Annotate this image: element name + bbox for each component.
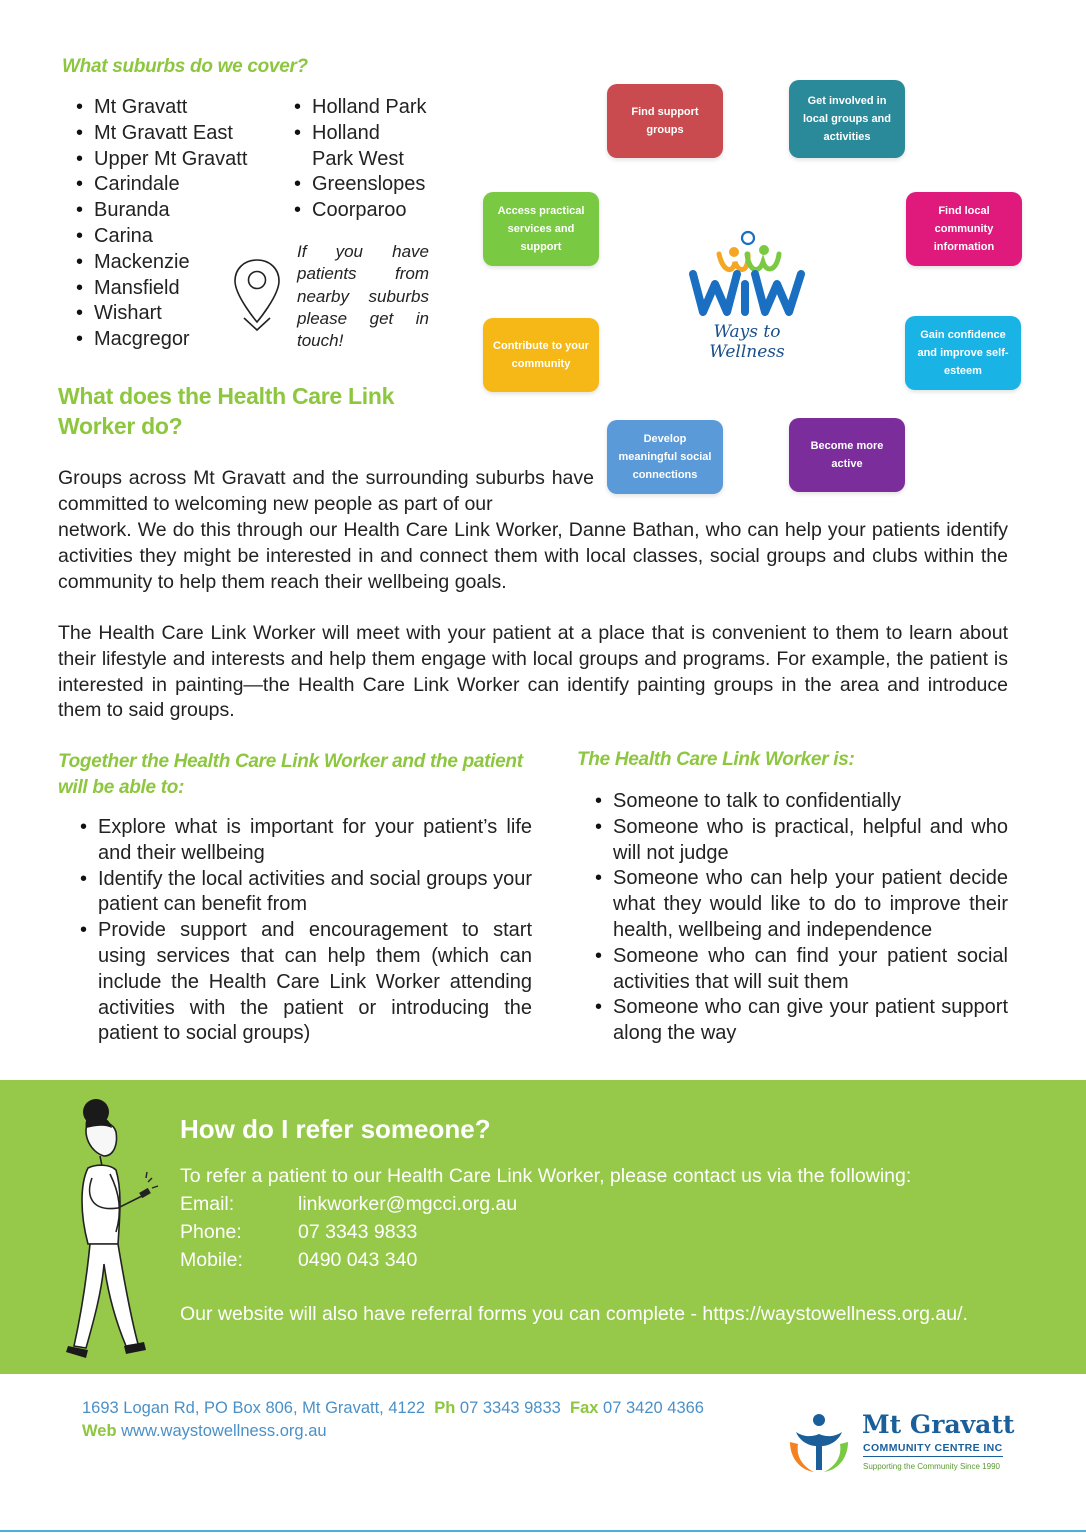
role-paragraph-1: network. We do this through our Health Care Link Worker, Danne Bathan, who can help your patients identify activities they might be interested in and connect them with local classes, social groups and clubs within the community to help them reach their wellbeing goals. [58,519,1008,593]
phone-label: Phone: [180,1221,242,1243]
mobile-label: Mobile: [180,1249,243,1271]
logo-tagline: Supporting the Community Since 1990 [863,1462,1000,1471]
mobile-value: 0490 043 340 [298,1249,418,1271]
list-item: • Holland Park West [290,121,420,173]
list-item: • Someone who can give your patient support along the way [591,995,1008,1047]
email-row [180,1190,517,1218]
referral-website-note[interactable]: Our website will also have referral forms you can complete - https://waystowellness.org.au/. [180,1303,968,1325]
list-item: • Buranda [72,198,282,224]
list-item: • Holland Park [290,95,440,121]
footer-fax-label: Fax [570,1399,599,1417]
list-item: • Someone who can find your patient social activities that will suit them [591,944,1008,996]
footer-ph: 07 3343 9833 [459,1399,561,1417]
list-item: • Upper Mt Gravatt [72,147,282,173]
worker-is-heading: The Health Care Link Worker is: [577,749,855,770]
footer-web-line [82,1420,327,1442]
tile-access-services: Access practical services and support [483,192,599,266]
tile-get-involved: Get involved in local groups and activities [789,80,905,158]
list-item: • Someone who is practical, helpful and who will not judge [591,815,1008,867]
bottom-divider [0,1530,1086,1532]
referral-band [0,1080,1086,1374]
logo-sub: COMMUNITY CENTRE INC [863,1442,1003,1457]
referral-contacts [180,1190,517,1274]
tile-become-more-active: Become more active [789,418,905,492]
tile-find-local-information: Find local community information [906,192,1022,266]
footer-address-line [82,1397,704,1419]
list-item: • Carina [72,224,282,250]
tile-gain-confidence: Gain confidence and improve self-esteem [905,316,1021,390]
role-heading: What does the Health Care Link Worker do? [58,383,395,439]
list-item: • Someone who can help your patient decide what they would like to do to improve their health, wellbeing and independence [591,866,1008,943]
list-item: • Mackenzie [72,250,282,276]
list-item: • Wishart [72,301,282,327]
list-item: • Mt Gravatt East [72,121,282,147]
list-item: • Carindale [72,172,282,198]
list-item: • Mt Gravatt [72,95,282,121]
footer-fax: 07 3420 4366 [603,1399,704,1417]
together-list [76,815,532,1047]
list-item: • Someone to talk to confidentially [591,789,1008,815]
map-pin-icon [232,256,282,334]
suburbs-list-right [290,95,440,224]
list-item: • Coorparoo [290,198,440,224]
list-item: • Identify the local activities and social groups your patient can benefit from [76,867,532,919]
role-paragraph-wrap: Groups across Mt Gravatt and the surrounding suburbs have committed to welcoming new people as part of our [58,467,594,515]
tile-develop-connections: Develop meaningful social connections [607,420,723,494]
ways-to-wellness-logo-icon [685,224,811,316]
together-heading: Together the Health Care Link Worker and the patient will be able to: [58,751,523,798]
worker-is-list [591,789,1008,1047]
footer-address: 1693 Logan Rd, PO Box 806, Mt Gravatt, 4122 [82,1399,426,1417]
email-label: Email: [180,1193,235,1215]
mobile-row [180,1246,517,1274]
tile-contribute-community: Contribute to your community [483,318,599,392]
list-item: • Greenslopes [290,172,440,198]
phone-row [180,1218,517,1246]
woman-walking-phone-icon [60,1094,170,1372]
footer-ph-label: Ph [434,1399,456,1417]
ways-to-wellness-diagram [462,76,1034,506]
logo-text: Ways to Wellness [709,322,785,362]
suburbs-note: If you have patients from nearby suburbs please get in touch! [297,242,429,351]
role-paragraph-2: The Health Care Link Worker will meet with your patient at a place that is convenient to them to learn about their lifestyle and interests and help them engage with local groups and programs. For example, the patient is interested in painting—the Health Care Link Worker can identify painting groups in the area and introduce them to said groups. [58,622,1008,722]
list-item: • Explore what is important for your patient’s life and their wellbeing [76,815,532,867]
list-item: • Mansfield [72,276,282,302]
suburbs-heading: What suburbs do we cover? [62,56,308,77]
footer-web-label: Web [82,1422,117,1440]
referral-intro: To refer a patient to our Health Care Link Worker, please contact us via the following: [180,1165,912,1187]
logo-name: Mt Gravatt [862,1410,1015,1439]
list-item: • Provide support and encouragement to start using services that can help them (which can include the Health Care Link Worker attending activities with the patient or introducing the patient to social groups) [76,918,532,1047]
referral-heading: How do I refer someone? [180,1114,491,1144]
community-people-icon [786,1412,852,1474]
mt-gravatt-logo [786,1408,1036,1478]
email-link[interactable]: linkworker@mgcci.org.au [298,1193,518,1215]
phone-value: 07 3343 9833 [298,1221,418,1243]
list-item: • Macgregor [72,327,282,353]
tile-find-support-groups: Find support groups [607,84,723,158]
footer-web-link[interactable]: www.waystowellness.org.au [121,1422,327,1440]
